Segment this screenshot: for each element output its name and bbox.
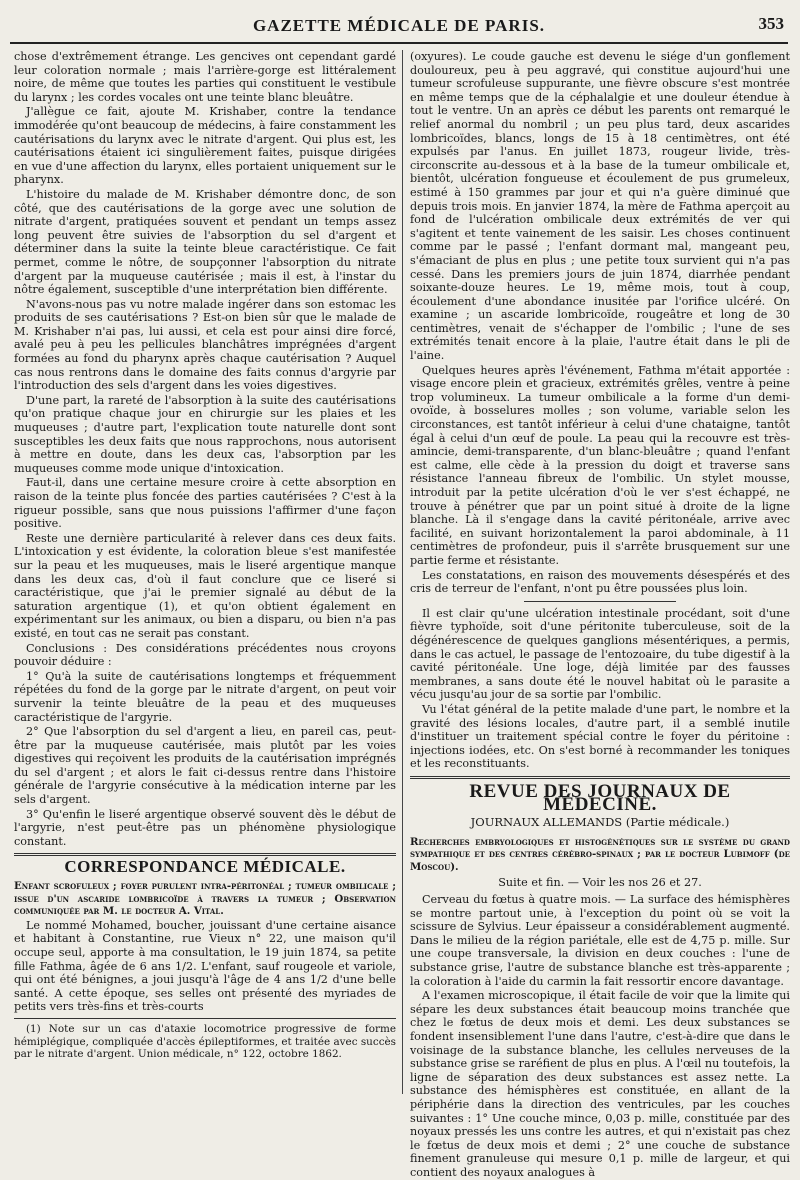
conclusion-item: 3° Qu'enfin le liseré argentique observé souvent dès le début de l'argyrie, n'est peut-être pas un phénomène physiologique constant. xyxy=(14,807,396,848)
column-divider xyxy=(402,50,403,1094)
paragraph: Cerveau du fœtus à quatre mois. — La surface des hémisphères se montre partout unie, à l'exception du point où se voit la scissure de Sylvius. Leur épaisseur a considérablement augmenté. Dans le milieu de la région pariétale, elle est de 4,75 p. mille. Sur une coupe transversale, la division en deux couches : l'une de substance grise, l'autre de substance blanche est très-apparente ; la coloration à l'aide du carmin la fait ressortir encore davantage. xyxy=(410,893,790,988)
article-heading: Recherches embryologiques et histogénétiques sur le système du grand sympathique et des centres cérébro-spinaux ; par le docteur Lubimoff (de Moscou). xyxy=(410,835,790,873)
observation-heading: Enfant scrofuleux ; foyer purulent intra-péritonéal ; tumeur ombilicale ; issue d'un ascaride lombricoïde à travers la tumeur ; Observation communiquée par M. le docteur A. Vital. xyxy=(14,880,396,918)
footnote-divider xyxy=(14,1018,396,1019)
left-column xyxy=(14,50,396,1094)
revue-title: REVUE DES JOURNAUX DE MÉDECINE. xyxy=(469,780,731,816)
paragraph: Il est clair qu'une ulcération intestinale procédant, soit d'une fièvre typhoïde, soit d'une péritonite tuberculeuse, soit de la dégénérescence de quelques ganglions mésentériques, a permis, dans le cas actuel, le passage de l'entozoaire, du tube digestif à la cavité péritonéale. Une loge, déjà limitée par des fausses membranes, a sans doute été le nouvel habitat où le parasite a vécu jusqu'au jour de sa sortie par l'ombilic. xyxy=(410,606,790,702)
correspondance-title: CORRESPONDANCE MÉDICALE. xyxy=(64,857,346,877)
conclusion-item: 2° Que l'absorption du sel d'argent a lieu, en pareil cas, peut-être par la muqueuse cautérisée, mais plutôt par les voies digestives qui reçoivent les produits de la cautérisation imprégnés du sel d'argent ; et alors le fait ci-dessus rentre dans l'histoire générale de l'argyrie consécutive à la médication interne par les sels d'argent. xyxy=(14,725,396,807)
paragraph: (oxyures). Le coude gauche est devenu le siége d'un gonflement douloureux, peu à peu aggravé, qui constitue aujourd'hui une tumeur scrofuleuse suppurante, une fièvre obscure s'est montrée en même temps que de la céphalalgie et une douleur étendue à tout le ventre. Un an après ce début les parents ont remarqué le relief anormal du nombril ; un peu plus tard, deux ascarides lombricoïdes, blancs, longs de 15 à 18 centimètres, ont été expulsés par l'anus. En juillet 1873, rougeur livide, très-circonscrite au-dessous et à la base de la tumeur ombilicale et, bientôt, ulcération fongueuse et écoulement de pus grumeleux, estimé à 150 grammes par jour et qui n'a guère diminué que depuis trois mois. En janvier 1874, la mère de Fathma aperçoit au fond de l'ulcération ombilicale deux extrémités de ver qui s'agitent et tente vainement de les saisir. Les choses continuent comme par le passé ; l'enfant dormant mal, mangeant peu, s'émaciant de plus en plus ; une petite toux survient qui n'a pas cessé. Dans les premiers jours de juin 1874, diarrhée pendant soixante-douze heures. Le 19, même mois, tout à coup, écoulement d'une abondance inusitée par l'orifice ulcéré. On examine ; un ascaride lombricoïde, rougeâtre et long de 30 centimètres, venait de s'échapper de l'ombilic ; l'une de ses extrémités tenait encore à la plaie, l'autre était dans le pli de l'aine. xyxy=(410,50,790,363)
paragraph: Quelques heures après l'événement, Fathma m'était apportée : visage encore plein et gracieux, extrémités grêles, ventre à peine trop volumineux. La tumeur ombilicale a la forme d'un demi-ovoïde, à bosselures molles ; son volume, variable selon les circonstances, est tantôt inférieur à celui d'une chataigne, tantôt égal à celui d'un œuf de poule. La peau qui la recouvre est très-amincie, demi-transparente, d'un blanc-bleuâtre ; quand l'enfant est calme, elle cède à la pression du doigt et traverse sans résistance l'anneau fibreux de l'ombilic. Un stylet mousse, introduit par la petite ulcération d'où le ver s'est échappé, ne trouve à pénétrer que par un point situé à droite de la ligne blanche. Là il s'engage dans la cavité péritonéale, arrive avec facilité, en suivant horizontalement la paroi abdominale, à 11 centimètres de profondeur, puis il s'arrête brusquement sur une partie ferme et résistante. xyxy=(410,363,790,567)
section-divider xyxy=(410,776,790,779)
section-divider xyxy=(14,853,396,856)
paragraph: Les constatations, en raison des mouvements désespérés et des cris de terreur de l'enfant, n'ont pu être poussées plus loin. xyxy=(410,568,790,596)
paragraph: Faut-il, dans une certaine mesure croire à cette absorption en raison de la teinte plus foncée des parties cautérisées ? C'est à la rigueur possible, sans que nous puissions l'affirmer d'une façon positive. xyxy=(14,476,396,531)
paragraph: chose d'extrêmement étrange. Les gencives ont cependant gardé leur coloration normale ; mais l'arrière-gorge est littéralement noire, de même que toutes les parties qui constituent le vestibule du larynx ; les cordes vocales ont une teinte blanc bleuâtre. xyxy=(14,50,396,104)
paragraph: Le nommé Mohamed, boucher, jouissant d'une certaine aisance et habitant à Constantine, rue Vieux n° 22, une maison qu'il occupe seul, apporte à ma consultation, le 19 juin 1874, sa petite fille Fathma, âgée de 6 ans 1/2. L'enfant, sauf rougeole et variole, qui ont été bénignes, a joui jusqu'à l'âge de 4 ans 1/2 d'une belle santé. A cette époque, ses selles ont présenté des myriades de petits vers très-fins et très-courts xyxy=(14,918,396,1014)
conclusion-item: 1° Qu'à la suite de cautérisations longtemps et fréquemment répétées du fond de la gorge par le nitrate d'argent, on peut voir survenir la teinte bleuâtre de la peau et des muqueuses caractéristique de l'argyrie. xyxy=(14,669,396,724)
paragraph: J'allègue ce fait, ajoute M. Krishaber, contre la tendance immodérée qu'ont beaucoup de médecins, à faire constamment les cautérisations du larynx avec le nitrate d'argent. Qui plus est, les cautérisations étaient ici singulièrement faites, puisque dirigées en vue d'une affection du larynx, elles portaient uniquement sur le pharynx. xyxy=(14,105,396,187)
footnote: (1) Note sur un cas d'ataxie locomotrice progressive de forme hémiplégique, compliquée d'accès épileptiformes, et traitée avec succès par le nitrate d'argent. Union médicale, n° 122, octobre 1862. xyxy=(14,1022,396,1061)
paragraph: Vu l'état général de la petite malade d'une part, le nombre et la gravité des lésions locales, d'autre part, il a semblé inutile d'instituer un traitement spécial contre le foyer du péritoine : injections iodées, etc. On s'est borné à recommander les toniques et les reconstituants. xyxy=(410,702,790,771)
suite-note: Suite et fin. — Voir les nos 26 et 27. xyxy=(498,876,702,890)
page-number: 353 xyxy=(758,14,784,33)
paragraph: Reste une dernière particularité à relever dans ces deux faits. L'intoxication y est évidente, la coloration bleue s'est manifestée sur la peau et les muqueuses, mais le liseré argentique manque dans les deux cas, d'où il faut conclure que ce liseré si caractéristique, que j'ai le premier signalé au début de la saturation argentique (1), et qu'on obtient également en expérimentant sur les animaux, ou bien a disparu, ou bien n'a pas existé, en tout cas ne serait pas constant. xyxy=(14,531,396,640)
right-column xyxy=(410,50,790,1179)
paragraph: L'histoire du malade de M. Krishaber démontre donc, de son côté, que des cautérisations de la gorge avec une solution de nitrate d'argent, pratiquées souvent et pendant un temps assez long peuvent être suivies de l'absorption du sel d'argent et déterminer dans la suite la teinte bleue caractéristique. Ce fait permet, comme le nôtre, de soupçonner l'absorption du nitrate d'argent par la muqueuse cautérisée ; mais il est, à l'instar du nôtre également, susceptible d'une interprétation bien différente. xyxy=(14,187,396,297)
paragraph: A l'examen microscopique, il était facile de voir que la limite qui sépare les deux substances était beaucoup moins tranchée que chez le fœtus de deux mois et demi. Les deux substances se fondent insensiblement l'une dans l'autre, c'est-à-dire que dans le voisinage de la substance blanche, les cellules nerveuses de la substance grise se raréfient de plus en plus. A l'œil nu toutefois, la ligne de séparation des deux substances est assez nette. La substance des hémisphères est constituée, en allant de la périphérie dans la direction des ventricules, par les couches suivantes : 1° Une couche mince, 0,03 p. mille, constituée par des noyaux pressés les uns contre les autres, et qui n'existait pas chez le fœtus de deux mois et demi ; 2° une couche de substance finement granuleuse qui mesure 0,1 p. mille de largeur, et qui contient des noyaux analogues à xyxy=(410,989,790,1179)
conclusions-heading: Conclusions : Des considérations précédentes nous croyons pouvoir déduire : xyxy=(14,641,396,669)
page-header xyxy=(10,12,788,44)
paragraph: D'une part, la rareté de l'absorption à la suite des cautérisations qu'on pratique chaque jour en chirurgie sur les plaies et les muqueuses ; d'autre part, l'explication toute naturelle dont sont susceptibles les deux faits que nous rapprochons, nous autorisent à mettre en doute, dans les deux cas, l'absorption par les muqueuses comme mode unique d'intoxication. xyxy=(14,393,396,475)
short-divider xyxy=(524,601,676,602)
journal-title: GAZETTE MÉDICALE DE PARIS. xyxy=(252,16,546,35)
journaux-subtitle: JOURNAUX ALLEMANDS (Partie médicale.) xyxy=(470,815,730,830)
paragraph: N'avons-nous pas vu notre malade ingérer dans son estomac les produits de ses cautérisations ? Est-on bien sûr que le malade de M. Krishaber n'ai pas, lui aussi, et cela est pour ainsi dire forcé, avalé peu à peu les pellicules blanchâtres imprégnées d'argent formées au fond du pharynx après chaque cautérisation ? Auquel cas nous rentrons dans le domaine des faits connus d'argyrie par l'introduction des sels d'argent dans les voies digestives. xyxy=(14,297,396,393)
